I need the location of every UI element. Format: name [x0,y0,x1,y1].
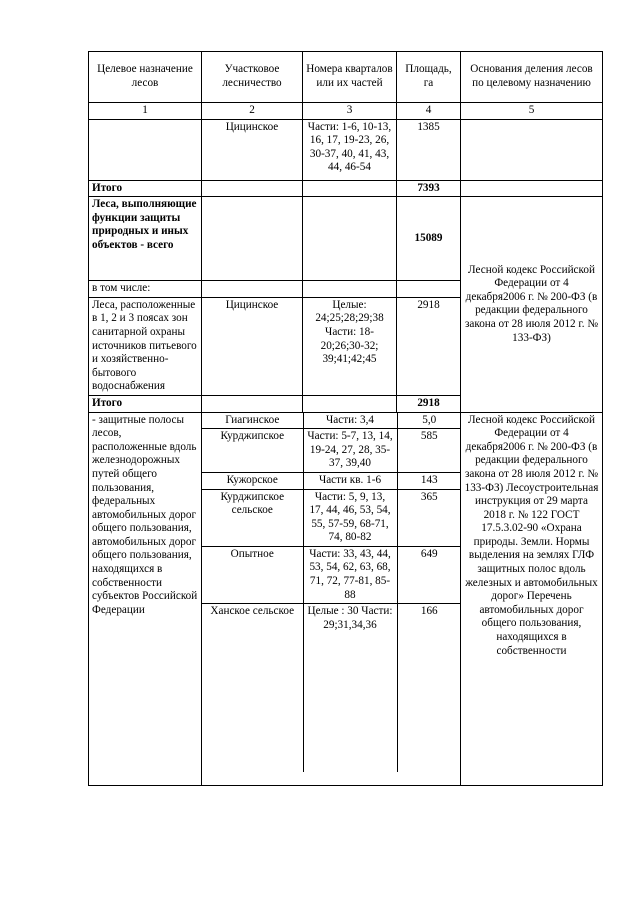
forestry-cell: Курджипское сельское [202,489,303,546]
basis-cell: Лесной кодекс Российской Федерации от 4 декабря2006 г. № 200-ФЗ (в редакции федерального закона от 28 июля 2012 г. № 133-ФЗ) [461,197,603,412]
area-cell: 5,0 [397,413,461,429]
table-row [89,119,603,180]
list-item [202,413,461,429]
list-item [202,429,461,473]
quarters-cell: Части: 5, 9, 13, 17, 44, 46, 53, 54, 55, 57-59, 68-71, 74, 80-82 [303,489,397,546]
list-item [202,472,461,489]
quarters-cell: Части: 5-7, 13, 14, 19-24, 27, 28, 35-37, 39,40 [303,429,397,473]
total-row [89,180,603,197]
empty-cell [303,395,397,412]
table-row [89,412,603,785]
basis-cell: Лесной кодекс Российской Федерации от 4 декабря2006 г. № 200-ФЗ (в редакции федерального закона от 28 июля 2012 г. № 133-ФЗ) Лесоустроительная инструкция от 29 марта 2018 г. № 122 ГОСТ 17.5.3.02-90 «Охрана природы. Земли. Нормы выделения на землях ГЛФ защитных полос вдоль железных и автомобильных дорог» Перечень автомобильных дорог общего пользования, находящихся в собственности [461,412,603,785]
empty-cell [303,197,397,281]
total-label: Итого [89,180,202,197]
area-cell: 649 [397,546,461,603]
header-row [89,52,603,103]
area-cell: 166 [397,604,461,773]
forestry-cell: Опытное [202,546,303,603]
quarters-cell: Части кв. 1-6 [303,472,397,489]
empty-cell [461,180,603,197]
empty-cell [303,180,397,197]
area-cell: 365 [397,489,461,546]
list-item [202,489,461,546]
category-label: Леса, выполняющие функции защиты природных и иных объектов - всего [89,197,202,281]
empty-cell [397,281,461,298]
forestry-cell: Кужорское [202,472,303,489]
category-area: 15089 [397,197,461,281]
subdivisions-table [202,413,461,773]
area-cell: 143 [397,472,461,489]
area-cell: 585 [397,429,461,473]
col-number-1: 1 [89,103,202,120]
quarters-cell: Части: 33, 43, 44, 53, 54, 62, 63, 68, 71, 72, 77-81, 85-88 [303,546,397,603]
col-number-2: 2 [202,103,303,120]
empty-cell [303,281,397,298]
category-row [89,197,603,281]
purpose-cell [89,119,202,180]
forest-purpose-table [88,51,603,786]
area-cell: 2918 [397,297,461,395]
total-label: Итого [89,395,202,412]
col-number-4: 4 [397,103,461,120]
forestry-cell: Ханское сельское [202,604,303,773]
forestry-cell: Цицинское [202,297,303,395]
total-area: 7393 [397,180,461,197]
col-number-5: 5 [461,103,603,120]
header-basis: Основания деления лесов по целевому назначению [461,52,603,103]
header-purpose: Целевое назначение лесов [89,52,202,103]
quarters-cell: Целые: 24;25;28;29;38 Части: 18-20;26;30-32; 39;41;42;45 [303,297,397,395]
col-number-3: 3 [303,103,397,120]
forestry-cell: Курджипское [202,429,303,473]
header-area: Площадь, га [397,52,461,103]
area-cell: 1385 [397,119,461,180]
total-area: 2918 [397,395,461,412]
empty-cell [202,395,303,412]
subdivisions-cell [202,412,461,785]
purpose-cell: - защитные полосы лесов, расположенные вдоль железнодорожных путей общего пользования, федеральных автомобильных дорог общего пользования, автомобильных дорог общего пользования, находящихся в собственности субъектов Российской Федерации [89,412,202,785]
forestry-cell: Цицинское [202,119,303,180]
list-item [202,546,461,603]
purpose-cell: Леса, расположенные в 1, 2 и 3 поясах зон санитарной охраны источников питьевого и хозяйственно-бытового водоснабжения [89,297,202,395]
empty-cell [202,281,303,298]
including-label: в том числе: [89,281,202,298]
quarters-cell: Части: 1-6, 10-13, 16, 17, 19-23, 26, 30-37, 40, 41, 43, 44, 46-54 [303,119,397,180]
column-number-row [89,103,603,120]
quarters-cell: Части: 3,4 [303,413,397,429]
header-forestry: Участковое лесничество [202,52,303,103]
quarters-cell: Целые : 30 Части: 29;31,34,36 [303,604,397,773]
empty-cell [202,197,303,281]
header-quarters: Номера кварталов или их частей [303,52,397,103]
empty-cell [202,180,303,197]
list-item [202,604,461,773]
forestry-cell: Гиагинское [202,413,303,429]
basis-cell [461,119,603,180]
